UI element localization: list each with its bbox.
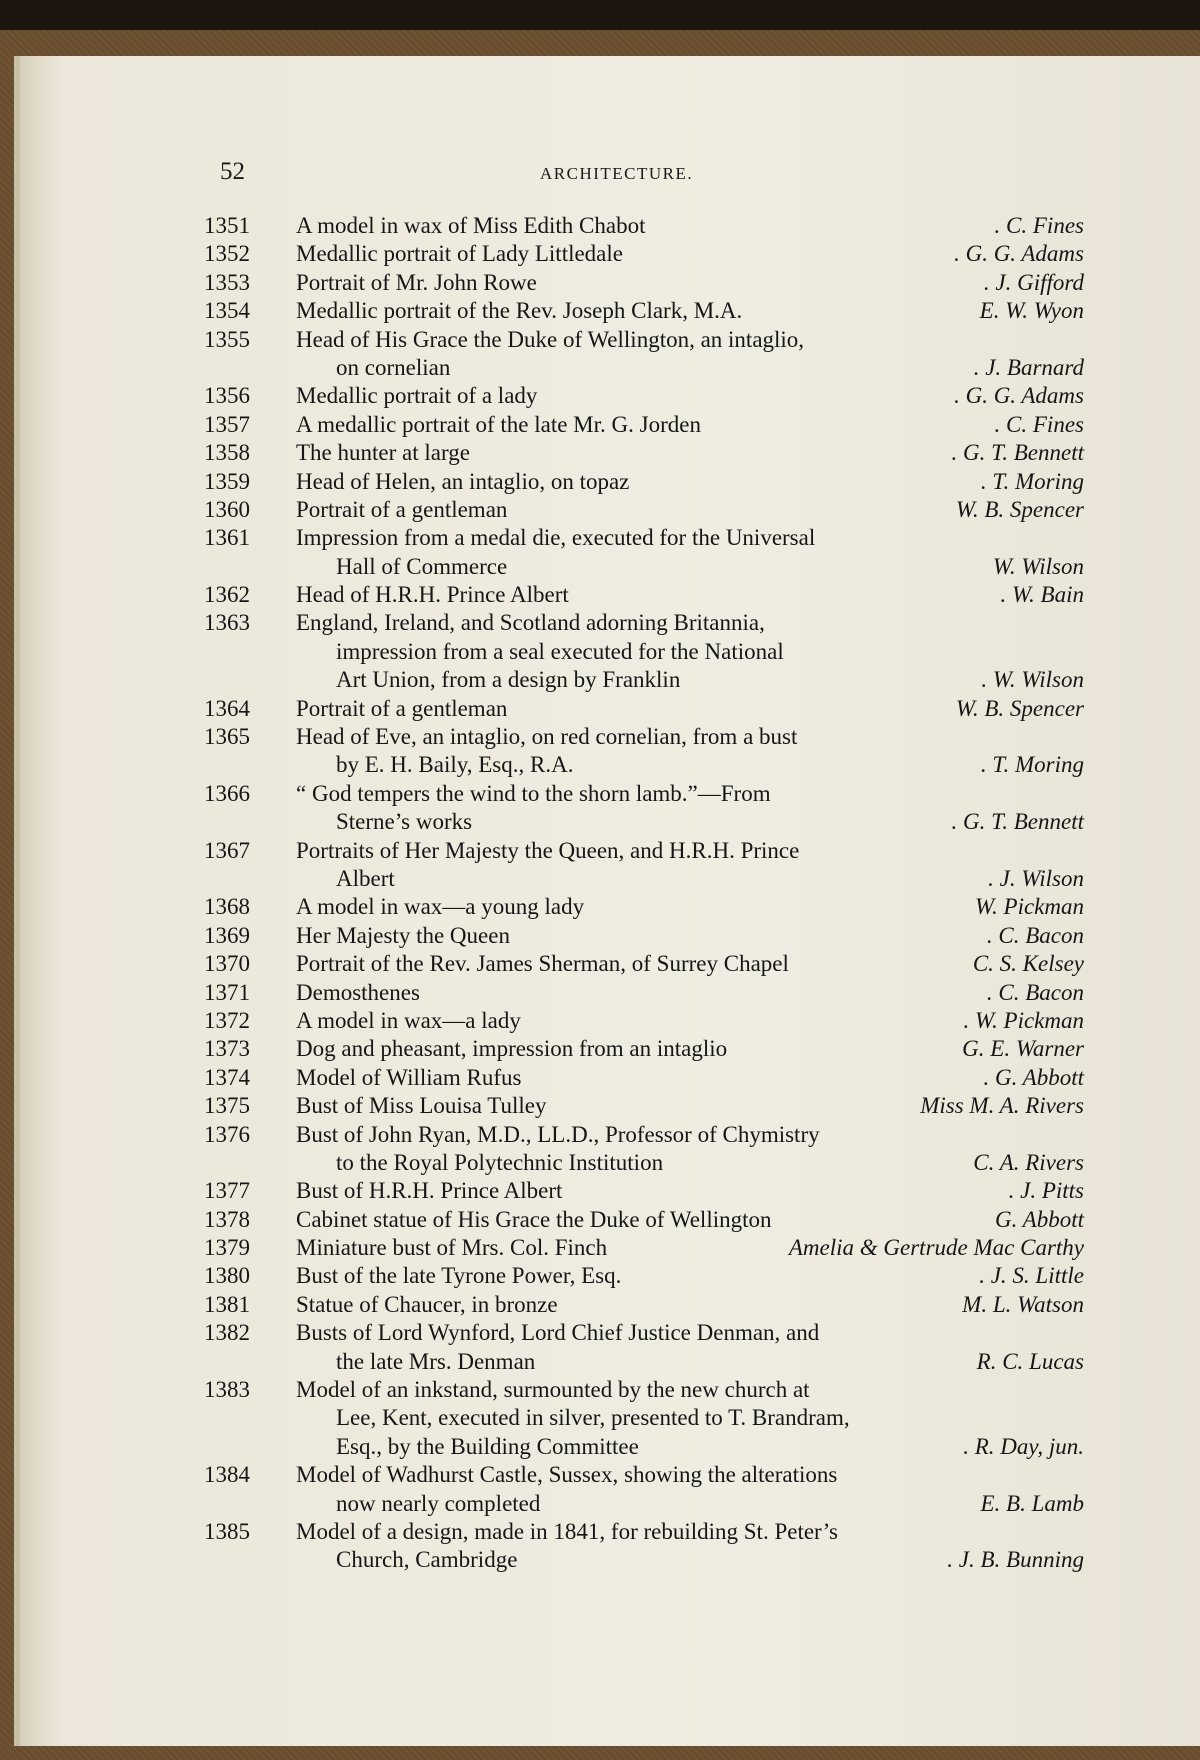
- entry-number: 1364: [204, 695, 250, 721]
- entry-number: 1374: [204, 1064, 250, 1090]
- entry-line: [204, 326, 1084, 354]
- entry-line: [204, 893, 1084, 921]
- entry-title: A model in wax of Miss Edith Chabot: [296, 213, 646, 238]
- entry-line: [204, 439, 1084, 467]
- entry-number: 1353: [204, 269, 250, 295]
- entry-line: [204, 1546, 1084, 1574]
- entry-line: [204, 1518, 1084, 1546]
- entry-number: 1379: [204, 1235, 250, 1261]
- entry-artist: W. Wilson: [992, 553, 1084, 579]
- catalogue-entry: [204, 468, 1084, 496]
- entry-artist: . G. T. Bennett: [951, 809, 1084, 835]
- entry-title: by E. H. Baily, Esq., R.A.: [336, 752, 574, 778]
- entry-number: 1359: [204, 468, 250, 494]
- catalogue-entry: [204, 1291, 1084, 1319]
- entry-line: [204, 922, 1084, 950]
- entry-title: Model of a design, made in 1841, for rebuilding St. Peter’s: [296, 1518, 838, 1544]
- entry-number: 1358: [204, 440, 250, 466]
- entry-title: Statue of Chaucer, in bronze: [296, 1291, 558, 1317]
- entry-number: 1381: [204, 1291, 250, 1317]
- entry-artist: C. S. Kelsey: [972, 951, 1084, 977]
- entry-artist: Amelia & Gertrude Mac Carthy: [788, 1235, 1084, 1261]
- entry-title: A model in wax—a young lady: [296, 894, 585, 920]
- catalogue-entry: [204, 1007, 1084, 1035]
- catalogue-entry: [204, 1262, 1084, 1290]
- entry-line: [204, 581, 1084, 609]
- entry-title: Head of Eve, an intaglio, on red cornelian, from a bust: [296, 724, 798, 750]
- entry-number: 1356: [204, 383, 250, 409]
- entry-artist: . T. Moring: [980, 752, 1084, 778]
- entry-number: 1376: [204, 1121, 250, 1147]
- entry-line: [204, 1262, 1084, 1290]
- entry-artist: . R. Day, jun.: [963, 1433, 1084, 1459]
- entry-title: Portrait of a gentleman: [296, 496, 508, 522]
- entry-line: [204, 979, 1084, 1007]
- entry-title: Bust of H.R.H. Prince Albert: [296, 1178, 563, 1204]
- entry-artist: . G. G. Adams: [954, 241, 1084, 267]
- catalogue-entry: [204, 269, 1084, 297]
- entry-number: 1360: [204, 496, 250, 522]
- entry-artist: W. B. Spencer: [955, 496, 1084, 522]
- entry-title: Head of His Grace the Duke of Wellington, an intaglio,: [296, 326, 805, 352]
- entry-artist: W. B. Spencer: [955, 695, 1084, 721]
- entry-line: [204, 865, 1084, 893]
- catalogue-entry: [204, 240, 1084, 268]
- entry-title: to the Royal Polytechnic Institution: [336, 1149, 664, 1175]
- entry-line: [204, 1461, 1084, 1489]
- entry-number: 1373: [204, 1036, 250, 1062]
- catalogue-entry: [204, 411, 1084, 439]
- catalogue-entry: [204, 326, 1084, 383]
- entry-number: 1371: [204, 979, 250, 1005]
- entry-line: [204, 1007, 1084, 1035]
- page-number: 52: [220, 158, 245, 185]
- catalogue-entry: [204, 581, 1084, 609]
- entry-artist: . C. Bacon: [986, 922, 1084, 948]
- catalogue-entry: [204, 439, 1084, 467]
- catalogue-entry: [204, 893, 1084, 921]
- catalogue-entry: [204, 837, 1084, 894]
- entry-artist: . T. Moring: [980, 468, 1084, 494]
- entry-line: [204, 695, 1084, 723]
- entry-line: [204, 1206, 1084, 1234]
- entry-title: Impression from a medal die, executed for the Universal: [296, 525, 816, 551]
- entry-title: Portrait of a gentleman: [296, 695, 508, 721]
- entry-line: [204, 1376, 1084, 1404]
- entry-number: 1375: [204, 1093, 250, 1119]
- entry-artist: . J. Wilson: [988, 865, 1084, 891]
- entry-title: Model of Wadhurst Castle, Sussex, showing the alterations: [296, 1462, 838, 1488]
- entry-number: 1352: [204, 241, 250, 267]
- entry-title: “ God tempers the wind to the shorn lamb.”—From: [296, 780, 771, 806]
- entry-line: [204, 723, 1084, 751]
- entry-title: Lee, Kent, executed in silver, presented to T. Brandram,: [336, 1405, 850, 1431]
- catalogue-entry: [204, 1461, 1084, 1518]
- entry-line: [204, 411, 1084, 439]
- entry-title: Dog and pheasant, impression from an intaglio: [296, 1036, 728, 1062]
- entry-artist: R. C. Lucas: [976, 1348, 1084, 1374]
- entry-number: 1370: [204, 951, 250, 977]
- entry-number: 1378: [204, 1206, 250, 1232]
- entry-title: Portrait of the Rev. James Sherman, of Surrey Chapel: [296, 951, 789, 977]
- catalogue-entry: [204, 1234, 1084, 1262]
- entry-title: Bust of John Ryan, M.D., LL.D., Professor of Chymistry: [296, 1121, 820, 1147]
- entry-title: Busts of Lord Wynford, Lord Chief Justice Denman, and: [296, 1320, 820, 1346]
- entry-line: [204, 1291, 1084, 1319]
- entry-number: 1369: [204, 922, 250, 948]
- entry-line: [204, 837, 1084, 865]
- entry-artist: . J. S. Little: [979, 1263, 1084, 1289]
- entry-artist: G. Abbott: [994, 1206, 1084, 1232]
- entry-line: [204, 1234, 1084, 1262]
- entry-title: Albert: [336, 865, 395, 891]
- entry-artist: G. E. Warner: [962, 1036, 1084, 1062]
- entry-line: [204, 1433, 1084, 1461]
- entry-line: [204, 1490, 1084, 1518]
- catalogue-entry: [204, 1319, 1084, 1376]
- entry-line: [204, 1064, 1084, 1092]
- entry-number: 1367: [204, 837, 250, 863]
- entry-title: Bust of the late Tyrone Power, Esq.: [296, 1263, 622, 1289]
- entry-artist: E. W. Wyon: [979, 298, 1084, 324]
- entry-artist: . J. Pitts: [1008, 1178, 1084, 1204]
- entry-title: Model of William Rufus: [296, 1064, 522, 1090]
- entry-line: [204, 212, 1084, 240]
- entry-title: Medallic portrait of a lady: [296, 383, 538, 409]
- entry-line: [204, 950, 1084, 978]
- entry-line: [204, 609, 1084, 637]
- catalogue-entry: [204, 723, 1084, 780]
- entry-line: [204, 496, 1084, 524]
- catalogue-entry: [204, 950, 1084, 978]
- entry-title: Art Union, from a design by Franklin: [336, 667, 681, 693]
- catalogue-entry: [204, 979, 1084, 1007]
- catalogue-entry: [204, 297, 1084, 325]
- entry-title: Medallic portrait of Lady Littledale: [296, 241, 623, 267]
- entry-artist: . C. Fines: [994, 213, 1084, 238]
- entry-title: Her Majesty the Queen: [296, 922, 510, 948]
- entry-number: 1372: [204, 1007, 250, 1033]
- catalogue-entry: [204, 1177, 1084, 1205]
- catalogue-entry: [204, 609, 1084, 694]
- entry-title: on cornelian: [336, 354, 451, 380]
- entry-title: A model in wax—a lady: [296, 1007, 521, 1033]
- entry-number: 1363: [204, 610, 250, 636]
- entry-line: [204, 1149, 1084, 1177]
- entry-artist: . J. Barnard: [973, 354, 1084, 380]
- entry-line: [204, 297, 1084, 325]
- entry-line: [204, 1404, 1084, 1432]
- catalogue-entry: [204, 212, 1084, 240]
- entry-number: 1377: [204, 1178, 250, 1204]
- entry-number: 1355: [204, 326, 250, 352]
- entry-title: Church, Cambridge: [336, 1547, 518, 1573]
- entry-artist: Miss M. A. Rivers: [920, 1093, 1084, 1119]
- entry-title: now nearly completed: [336, 1490, 541, 1516]
- entry-artist: . G. Abbott: [983, 1064, 1084, 1090]
- catalogue-entry: [204, 1035, 1084, 1063]
- catalogue-entry: [204, 1092, 1084, 1120]
- entry-artist: . W. Pickman: [963, 1007, 1084, 1033]
- entry-title: the late Mrs. Denman: [336, 1348, 536, 1374]
- catalogue-entry: [204, 1121, 1084, 1178]
- entry-number: 1382: [204, 1320, 250, 1346]
- entry-number: 1354: [204, 298, 250, 324]
- entry-line: [204, 751, 1084, 779]
- catalogue-entry: [204, 1376, 1084, 1461]
- entry-line: [204, 780, 1084, 808]
- entry-line: [204, 1092, 1084, 1120]
- entry-line: [204, 1348, 1084, 1376]
- entry-artist: . G. G. Adams: [954, 383, 1084, 409]
- entry-number: 1384: [204, 1462, 250, 1488]
- entry-artist: C. A. Rivers: [973, 1149, 1084, 1175]
- catalogue-entry: [204, 382, 1084, 410]
- entry-line: [204, 666, 1084, 694]
- entry-artist: . W. Bain: [1000, 582, 1084, 608]
- entry-artist: M. L. Watson: [962, 1291, 1084, 1317]
- entry-line: [204, 382, 1084, 410]
- entry-title: Demosthenes: [296, 979, 420, 1005]
- catalogue-entry: [204, 524, 1084, 581]
- entry-line: [204, 354, 1084, 382]
- catalogue-entry: [204, 1064, 1084, 1092]
- entry-artist: . J. Gifford: [983, 269, 1084, 295]
- entry-number: 1385: [204, 1518, 250, 1544]
- entry-title: England, Ireland, and Scotland adorning Britannia,: [296, 610, 765, 636]
- entry-title: Portrait of Mr. John Rowe: [296, 269, 537, 295]
- catalogue-entry: [204, 1518, 1084, 1575]
- catalogue-entry: [204, 1206, 1084, 1234]
- entry-number: 1366: [204, 780, 250, 806]
- entry-artist: . J. B. Bunning: [947, 1547, 1084, 1573]
- entry-title: Bust of Miss Louisa Tulley: [296, 1093, 547, 1119]
- entry-title: Portraits of Her Majesty the Queen, and H.R.H. Prince: [296, 837, 800, 863]
- catalogue-entry: [204, 922, 1084, 950]
- entry-title: Head of Helen, an intaglio, on topaz: [296, 468, 630, 494]
- entry-line: [204, 240, 1084, 268]
- catalogue-entry: [204, 780, 1084, 837]
- catalogue-entry: [204, 695, 1084, 723]
- entry-artist: . C. Bacon: [986, 979, 1084, 1005]
- entry-artist: . G. T. Bennett: [951, 440, 1084, 466]
- entry-line: [204, 269, 1084, 297]
- entry-number: 1365: [204, 724, 250, 750]
- entry-title: The hunter at large: [296, 440, 470, 466]
- entry-line: [204, 808, 1084, 836]
- entry-number: 1351: [204, 213, 250, 238]
- entry-title: Esq., by the Building Committee: [336, 1433, 639, 1459]
- entry-line: [204, 1121, 1084, 1149]
- running-head: ARCHITECTURE.: [540, 164, 694, 183]
- entry-title: Sterne’s works: [336, 809, 473, 835]
- entry-line: [204, 1319, 1084, 1347]
- entry-title: Cabinet statue of His Grace the Duke of Wellington: [296, 1206, 772, 1232]
- entry-line: [204, 638, 1084, 666]
- entry-title: Miniature bust of Mrs. Col. Finch: [296, 1235, 608, 1261]
- catalogue-entry: [204, 496, 1084, 524]
- entry-number: 1357: [204, 411, 250, 437]
- entry-number: 1362: [204, 582, 250, 608]
- entry-line: [204, 524, 1084, 552]
- entry-line: [204, 1177, 1084, 1205]
- entry-artist: E. B. Lamb: [980, 1490, 1084, 1516]
- entry-artist: . W. Wilson: [981, 667, 1084, 693]
- entry-number: 1383: [204, 1377, 250, 1403]
- entry-number: 1361: [204, 525, 250, 551]
- entry-title: impression from a seal executed for the National: [336, 638, 784, 664]
- entry-line: [204, 468, 1084, 496]
- page-header: [220, 158, 1070, 192]
- entry-line: [204, 1035, 1084, 1063]
- entry-artist: W. Pickman: [974, 894, 1084, 920]
- entry-number: 1368: [204, 894, 250, 920]
- entry-line: [204, 553, 1084, 581]
- entry-title: Medallic portrait of the Rev. Joseph Clark, M.A.: [296, 298, 743, 324]
- entry-title: Hall of Commerce: [336, 553, 508, 579]
- entry-title: Head of H.R.H. Prince Albert: [296, 582, 569, 608]
- catalogue-entries: [204, 212, 1084, 1575]
- entry-title: Model of an inkstand, surmounted by the new church at: [296, 1377, 810, 1403]
- entry-title: A medallic portrait of the late Mr. G. Jorden: [296, 411, 701, 437]
- entry-number: 1380: [204, 1263, 250, 1289]
- entry-artist: . C. Fines: [994, 411, 1084, 437]
